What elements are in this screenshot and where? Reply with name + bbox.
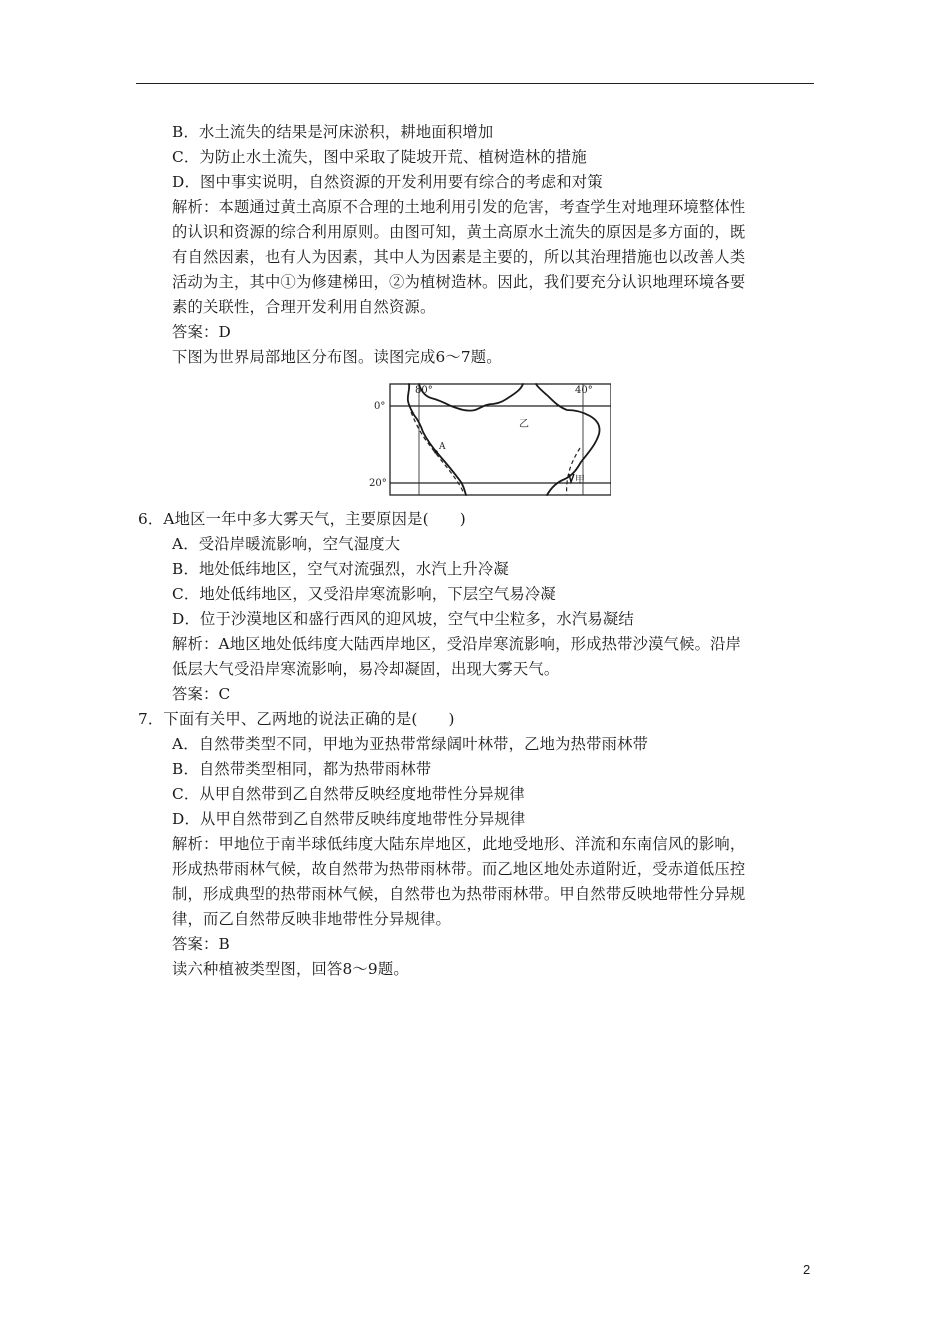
question-6: 6．A地区一年中多大雾天气，主要原因是( ) — [138, 510, 466, 528]
option-a-q6: A．受沿岸暖流影响，空气湿度大 — [172, 535, 401, 553]
page-number: 2 — [803, 1262, 811, 1277]
option-c-q6: C．地处低纬地区，又受沿岸寒流影响，下层空气易冷凝 — [172, 585, 556, 603]
lon-80-label: 80° — [415, 385, 433, 396]
yi-label: 乙 — [519, 419, 529, 430]
south-america-map — [361, 382, 611, 496]
point-a-label: A — [439, 442, 446, 452]
option-b-q7: B．自然带类型相同，都为热带雨林带 — [172, 760, 432, 778]
map-intro: 下图为世界局部地区分布图。读图完成6～7题。 — [172, 348, 502, 366]
analysis-q6-line2: 低层大气受沿岸寒流影响，易冷却凝固，出现大雾天气。 — [172, 660, 560, 678]
header-rule — [136, 83, 814, 84]
analysis-q5-line3: 有自然因素，也有人为因素，其中人为因素是主要的，所以其治理措施也以改善人类 — [172, 248, 746, 266]
analysis-q7-line4: 律，而乙自然带反映非地带性分异规律。 — [172, 910, 451, 928]
analysis-q5-line2: 的认识和资源的综合利用原则。由图可知，黄土高原水土流失的原因是多方面的，既 — [172, 223, 746, 241]
jia-label: 甲 — [575, 475, 585, 486]
option-b-q6: B．地处低纬地区，空气对流强烈，水汽上升冷凝 — [172, 560, 509, 578]
answer-q6: 答案：C — [172, 685, 231, 703]
question-7: 7．下面有关甲、乙两地的说法正确的是( ) — [138, 710, 455, 728]
lat-0-label: 0° — [374, 401, 386, 412]
option-c-q7: C．从甲自然带到乙自然带反映经度地带性分异规律 — [172, 785, 525, 803]
analysis-q6-line1: 解析：A地区地处低纬度大陆西岸地区，受沿岸寒流影响，形成热带沙漠气候。沿岸 — [172, 635, 742, 653]
analysis-q7-line1: 解析：甲地位于南半球低纬度大陆东岸地区，此地受地形、洋流和东南信风的影响， — [172, 835, 746, 853]
option-d-q5: D．图中事实说明，自然资源的开发利用要有综合的考虑和对策 — [172, 173, 603, 191]
analysis-q7-line2: 形成热带雨林气候，故自然带为热带雨林带。而乙地区地处赤道附近，受赤道低压控 — [172, 860, 746, 878]
option-c-q5: C．为防止水土流失，图中采取了陡坡开荒、植树造林的措施 — [172, 148, 587, 166]
option-b-q5: B．水土流失的结果是河床淤积，耕地面积增加 — [172, 123, 494, 141]
analysis-q7-line3: 制，形成典型的热带雨林气候，自然带也为热带雨林带。甲自然带反映地带性分异规 — [172, 885, 746, 903]
option-d-q6: D．位于沙漠地区和盛行西风的迎风坡，空气中尘粒多，水汽易凝结 — [172, 610, 634, 628]
lat-20-label: 20° — [369, 478, 387, 489]
answer-q5: 答案：D — [172, 323, 231, 341]
answer-q7: 答案：B — [172, 935, 230, 953]
analysis-q5-line4: 活动为主，其中①为修建梯田，②为植树造林。因此，我们要充分认识地理环境各要 — [172, 273, 746, 291]
analysis-q5-line5: 素的关联性，合理开发利用自然资源。 — [172, 298, 436, 316]
vegetation-intro: 读六种植被类型图，回答8～9题。 — [172, 960, 409, 978]
option-d-q7: D．从甲自然带到乙自然带反映纬度地带性分异规律 — [172, 810, 526, 828]
option-a-q7: A．自然带类型不同，甲地为亚热带常绿阔叶林带，乙地为热带雨林带 — [172, 735, 649, 753]
analysis-q5-line1: 解析：本题通过黄土高原不合理的土地利用引发的危害，考查学生对地理环境整体性 — [172, 198, 746, 216]
lon-40-label: 40° — [575, 385, 593, 396]
